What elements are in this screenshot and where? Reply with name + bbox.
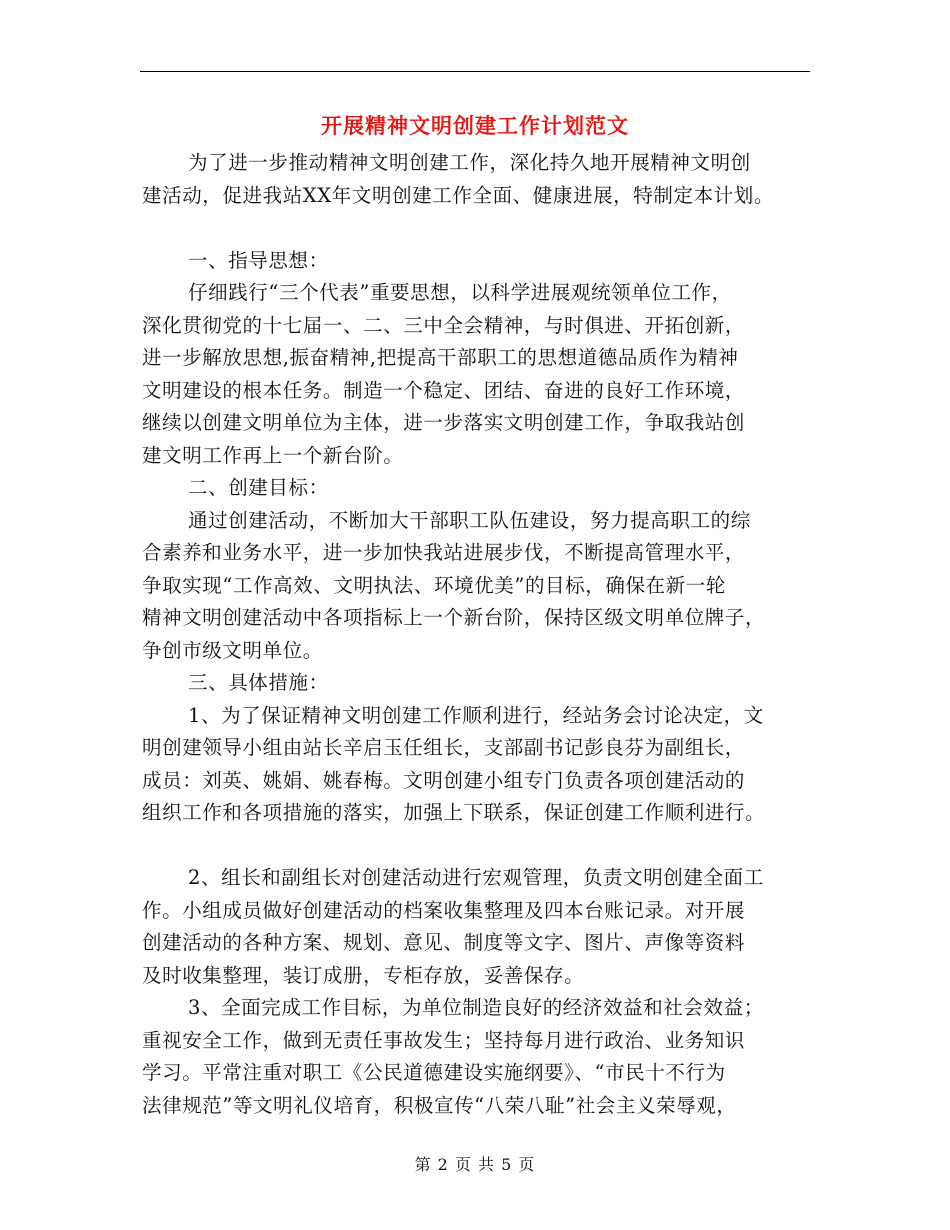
paragraph-line: 作。小组成员做好创建活动的档案收集整理及四本台账记录。对开展 xyxy=(142,898,746,922)
paragraph-line: 文明建设的根本任务。制造一个稳定、团结、奋进的良好工作环境， xyxy=(142,378,746,402)
paragraph-line: 明创建领导小组由站长辛启玉任组长，支部副书记彭良芬为副组长， xyxy=(142,736,746,759)
paragraph-line: 进一步解放思想,振奋精神,把提高干部职工的思想道德品质作为精神 xyxy=(142,346,739,369)
document-body xyxy=(142,147,814,1122)
section-heading-measures: 三、具体措施： xyxy=(188,671,329,694)
page-number-footer: 第 2 页 共 5 页 xyxy=(414,1155,536,1174)
section-heading-guiding-ideology: 一、指导思想： xyxy=(188,248,329,272)
paragraph-line: 争创市级文明单位。 xyxy=(142,638,323,662)
paragraph-line: 通过创建活动，不断加大干部职工队伍建设，努力提高职工的综 xyxy=(188,508,751,532)
paragraph-line: 组织工作和各项措施的落实，加强上下联系，保证创建工作顺利进行。 xyxy=(142,801,766,824)
paragraph-line: 深化贯彻党的十七届一、二、三中全会精神，与时俱进、开拓创新， xyxy=(142,313,746,337)
paragraph-line: 学习。平常注重对职工《公民道德建设实施纲要》、“市民十不行为 xyxy=(142,1061,726,1084)
blank-line xyxy=(142,212,814,245)
paragraph-line: 及时收集整理，装订成册，专柜存放，妥善保存。 xyxy=(142,963,585,987)
paragraph-line: 成员：刘英、姚娟、姚春梅。文明创建小组专门负责各项创建活动的 xyxy=(142,768,746,792)
paragraph-line: 3、全面完成工作目标，为单位制造良好的经济效益和社会效益； xyxy=(188,996,764,1019)
paragraph-line: 建文明工作再上一个新台阶。 xyxy=(142,443,404,467)
section-heading-goals: 二、创建目标： xyxy=(188,476,329,499)
header-rule xyxy=(140,71,810,72)
paragraph-line: 法律规范”等文明礼仪培育，积极宣传“八荣八耻”社会主义荣辱观， xyxy=(142,1093,737,1117)
paragraph-line: 合素养和业务水平，进一步加快我站进展步伐，不断提高管理水平， xyxy=(142,541,746,564)
paragraph-line: 1、为了保证精神文明创建工作顺利进行，经站务会讨论决定，文 xyxy=(188,703,764,727)
document-title: 开展精神文明创建工作计划范文 xyxy=(321,113,629,138)
blank-line xyxy=(142,830,814,863)
paragraph-line: 精神文明创建活动中各项指标上一个新台阶，保持区级文明单位牌子， xyxy=(142,606,766,629)
paragraph-line: 重视安全工作，做到无责任事故发生；坚持每月进行政治、业务知识 xyxy=(142,1028,746,1052)
paragraph-line: 创建活动的各种方案、规划、意见、制度等文字、图片、声像等资料 xyxy=(142,931,746,954)
paragraph-line: 仔细践行“三个代表”重要思想，以科学进展观统领单位工作， xyxy=(188,281,732,304)
paragraph-line: 2、组长和副组长对创建活动进行宏观管理，负责文明创建全面工 xyxy=(188,866,764,889)
paragraph-line: 为了进一步推动精神文明创建工作，深化持久地开展精神文明创 xyxy=(188,151,751,174)
paragraph-line: 争取实现“工作高效、文明执法、环境优美”的目标，确保在新一轮 xyxy=(142,573,726,597)
paragraph-line: 继续以创建文明单位为主体，进一步落实文明创建工作，争取我站创 xyxy=(142,411,746,434)
paragraph-line: 建活动，促进我站XX年文明创建工作全面、健康进展，特制定本计划。 xyxy=(142,183,774,207)
